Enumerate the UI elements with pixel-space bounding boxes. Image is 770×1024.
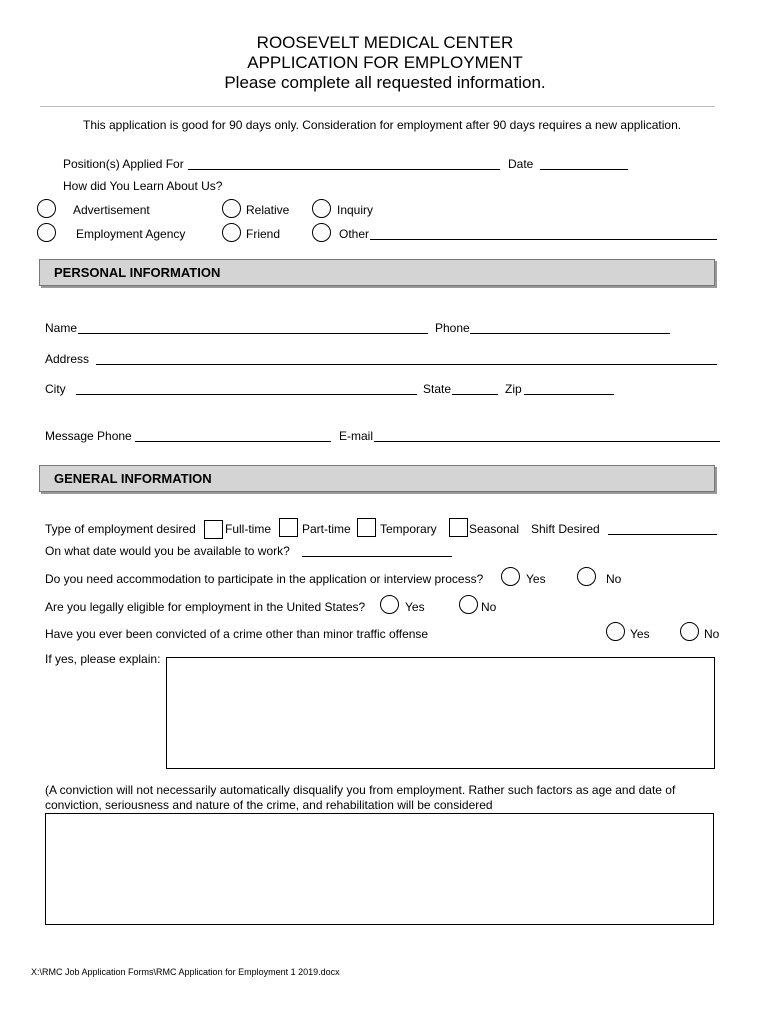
available-date-label: On what date would you be available to work?: [45, 544, 290, 558]
relative-radio[interactable]: [222, 199, 241, 218]
personal-section-title: PERSONAL INFORMATION: [54, 265, 221, 280]
eligibility-yes-label: Yes: [405, 600, 425, 614]
phone-label: Phone: [435, 321, 470, 335]
name-label: Name: [45, 321, 78, 335]
seasonal-checkbox[interactable]: [449, 518, 468, 537]
date-label: Date: [508, 157, 534, 171]
city-field[interactable]: [76, 394, 417, 395]
validity-note: This application is good for 90 days only. Consideration for employment after 90 days requires a new application.: [83, 118, 682, 132]
other-radio[interactable]: [312, 223, 331, 242]
zip-label: Zip: [505, 382, 522, 396]
shift-label: Shift Desired: [531, 522, 600, 536]
date-field[interactable]: [540, 169, 628, 170]
inquiry-radio[interactable]: [312, 199, 331, 218]
eligibility-no-radio[interactable]: [459, 595, 478, 614]
eligibility-yes-radio[interactable]: [380, 595, 399, 614]
temporary-checkbox[interactable]: [357, 518, 376, 537]
accommodation-yes-radio[interactable]: [501, 567, 520, 586]
zip-field[interactable]: [524, 394, 614, 395]
part-time-checkbox[interactable]: [279, 518, 298, 537]
address-label: Address: [45, 352, 90, 366]
general-section-header: [39, 465, 715, 492]
available-date-field[interactable]: [302, 556, 452, 557]
conviction-yes-radio[interactable]: [606, 622, 625, 641]
conviction-question: Have you ever been convicted of a crime other than minor traffic offense: [45, 627, 429, 641]
message-phone-label: Message Phone: [45, 429, 132, 443]
accommodation-no-radio[interactable]: [577, 567, 596, 586]
personal-section-header: [39, 259, 715, 286]
conviction-yes-label: Yes: [630, 627, 650, 641]
form-instruction: Please complete all requested information.: [224, 73, 546, 92]
message-phone-field[interactable]: [135, 441, 331, 442]
learn-label: How did You Learn About Us?: [63, 179, 223, 193]
conviction-no-radio[interactable]: [680, 622, 699, 641]
other-field[interactable]: [370, 239, 717, 240]
phone-field[interactable]: [470, 333, 670, 334]
friend-label: Friend: [246, 227, 281, 241]
full-time-checkbox[interactable]: [204, 520, 223, 539]
city-label: City: [45, 382, 66, 396]
header-divider: [40, 106, 715, 107]
state-label: State: [423, 382, 452, 396]
temporary-label: Temporary: [380, 522, 437, 536]
explain-label: If yes, please explain:: [45, 652, 161, 666]
advertisement-label: Advertisement: [73, 203, 150, 217]
other-label: Other: [339, 227, 370, 241]
friend-radio[interactable]: [222, 223, 241, 242]
conviction-details-textarea[interactable]: [45, 813, 714, 925]
org-name: ROOSEVELT MEDICAL CENTER: [256, 33, 514, 52]
eligibility-no-label: No: [481, 600, 497, 614]
eligibility-question: Are you legally eligible for employment in the United States?: [45, 600, 366, 614]
positions-label: Position(s) Applied For: [63, 157, 184, 171]
email-label: E-mail: [339, 429, 374, 443]
advertisement-radio[interactable]: [37, 199, 56, 218]
footer-file-path: X:\RMC Job Application Forms\RMC Application for Employment 1 2019.docx: [31, 967, 340, 977]
agency-radio[interactable]: [37, 223, 56, 242]
seasonal-label: Seasonal: [469, 522, 520, 536]
relative-label: Relative: [246, 203, 290, 217]
conviction-note: (A conviction will not necessarily automatically disqualify you from employment. Rather such factors as age and date of conviction, seriousness and nature of the crime, and rehabilitation will be considered: [45, 783, 676, 812]
full-time-label: Full-time: [225, 522, 272, 536]
accommodation-question: Do you need accommodation to participate in the application or interview process?: [45, 572, 484, 586]
accommodation-yes-label: Yes: [526, 572, 546, 586]
email-field[interactable]: [374, 441, 720, 442]
name-field[interactable]: [78, 333, 428, 334]
conviction-no-label: No: [704, 627, 720, 641]
address-field[interactable]: [96, 364, 717, 365]
explain-textarea[interactable]: [166, 657, 715, 769]
agency-label: Employment Agency: [76, 227, 186, 241]
state-field[interactable]: [452, 394, 498, 395]
employment-type-label: Type of employment desired: [45, 522, 196, 536]
form-title: APPLICATION FOR EMPLOYMENT: [247, 53, 523, 72]
general-section-title: GENERAL INFORMATION: [54, 471, 212, 486]
part-time-label: Part-time: [302, 522, 351, 536]
shift-field[interactable]: [608, 534, 717, 535]
inquiry-label: Inquiry: [337, 203, 374, 217]
accommodation-no-label: No: [606, 572, 622, 586]
positions-field[interactable]: [188, 169, 500, 170]
